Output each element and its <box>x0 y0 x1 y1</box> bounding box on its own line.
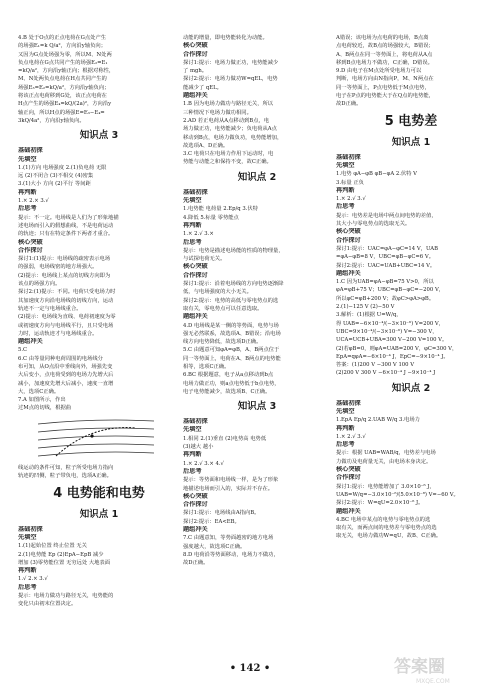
answer-line: 5.C <box>18 347 28 354</box>
answer-line: 变化只由初末位置决定。 <box>18 601 77 608</box>
answer-line: 该点的场强方向。 <box>18 281 61 288</box>
section-heading: 核心突破 <box>336 228 361 236</box>
answer-line: A、B两点在同一等势面上，将电荷从A点 <box>336 51 433 58</box>
answer-line: 同一等势面上，电荷在A、B两点的电势能 <box>183 355 281 362</box>
section-heading: 再判断 <box>183 221 202 229</box>
section-heading: 后思考 <box>18 583 37 591</box>
answer-line: 探讨1:(1)提示：电场线的疏密表示电场 <box>18 256 111 263</box>
answer-line: 提示：不一定。电场线是人们为了形象地描 <box>18 214 119 221</box>
answer-line: 提示：等势面和电场线一样，是为了形象 <box>183 477 279 484</box>
answer-line: 7.C 由题意知，等势面越密的地方电场 <box>183 535 274 542</box>
answer-line: 大，选项C正确。 <box>18 388 60 395</box>
answer-line: 提示：电场力做功与路径无关，电势能的 <box>18 593 114 600</box>
section-heading: 基础初探 <box>18 147 43 155</box>
watermark-url: MXQE.COM <box>416 678 450 685</box>
answer-line: 同一等势面上，P点电势低于M点电势， <box>336 84 430 91</box>
answer-line: 提示：根据 UAB=WAB/q，电势差与电场 <box>336 450 436 457</box>
answer-line: 与试探电荷无关。 <box>183 256 226 263</box>
answer-line: 探讨2:提示：电势的高低与零电势点的选 <box>183 297 279 304</box>
section-heading: 核心突破 <box>183 263 208 271</box>
answer-line: 3.(1)大小 方向 (2)平行 等间距 <box>18 181 91 188</box>
section-heading: 先填空 <box>18 533 37 541</box>
answer-line: 2.(1)电势能 Ep (2)EpA−EpB 减少 <box>18 551 104 558</box>
answer-line: 点电荷较近，故B点的场强较大，B错误； <box>336 43 434 50</box>
answer-line: 探讨2:提示：EA<EB。 <box>183 518 240 525</box>
answer-line: 1.× 2.√ 3.× 4.√ <box>183 460 224 467</box>
answer-line: 过M点的切线，根据曲 <box>18 405 72 412</box>
answer-line: 减小，加速度先增大后减小，速度一直增 <box>18 380 114 387</box>
answer-line: =φA−φB=8 V，UBC=φB−φC=6 V。 <box>336 254 434 261</box>
answer-line: 轨迹的凹侧，粒子带负电，选项A正确。 <box>18 473 112 480</box>
knowledge-point-title: 知识点 2 <box>237 171 277 183</box>
answer-line: 又因为G点处场强为零，所以M、N处两 <box>18 51 112 58</box>
answer-line: 探讨1:提示：电场线由A指向B。 <box>183 510 260 517</box>
answer-line: 三种情况下电场力做功相同。 <box>183 109 252 116</box>
section-heading: 先填空 <box>336 161 355 169</box>
section-heading: 题组冲关 <box>183 313 208 321</box>
section-heading: 再判断 <box>336 424 355 432</box>
answer-line: 取无关，电场力做功W=qU，故B、C正确。 <box>336 533 442 540</box>
watermark-text: 答案圈 <box>394 657 445 677</box>
knowledge-point-title: 知识点 3 <box>79 130 119 142</box>
answer-line: 1.× 2.√ 3.√ <box>336 433 366 440</box>
answer-line: 或初速度方向与电场线平行，且只受电场 <box>18 322 114 329</box>
knowledge-point-title: 知识点 1 <box>79 508 119 520</box>
answer-line: 轴正向，所以H点的场强E=E₃−E₄= <box>18 109 105 116</box>
answer-line: 探讨2:(1)提示：不同。电荷只受电场力时 <box>18 289 116 296</box>
answer-line: 1.(1)起始位置 终止位置 无关 <box>18 543 87 550</box>
answer-line: 的场强E₁=k Q/a²，方向沿y轴负向； <box>18 43 106 50</box>
answer-line: 线方向电势降低，故选项D正确。 <box>183 339 262 346</box>
answer-line: 3kQ/4a²，方向沿y轴负向。 <box>18 117 85 124</box>
column-middle <box>183 34 331 568</box>
section-heading: 先填空 <box>336 407 355 415</box>
answer-line: 大后变小，点电荷受到的电场力先增大后 <box>18 372 114 379</box>
section-heading: 再判断 <box>18 567 37 575</box>
answer-line: 将该正点电荷移到G处，该正点电荷在 <box>18 93 107 100</box>
answer-line: (3)越大 越小 <box>183 444 214 451</box>
answer-line: 提示：电势差是电场中两点间电势的差值， <box>336 212 437 219</box>
field-line <box>38 420 154 424</box>
answer-line: EpA=qφA=−6×10⁻⁴ J，EpC=−9×10⁻⁴ J。 <box>336 353 449 360</box>
answer-line: 1.电势能 电荷量 2.Ep/q 3.伏特 <box>183 206 259 213</box>
field-line <box>38 436 154 440</box>
answer-line: 探讨1:提示：沿着电场线的方向电势逐渐降 <box>183 281 284 288</box>
section-heading: 题组冲关 <box>336 507 361 515</box>
section-heading: 合作探讨 <box>336 236 361 244</box>
watermark-logo <box>390 650 482 688</box>
page-number: • 142 • <box>229 663 271 674</box>
answer-line: 取有关，零电势点可以任意选取。 <box>183 305 263 312</box>
answer-line: 1.电势 φA−φB φB−φA 2.伏特 V <box>336 171 418 178</box>
answer-line: 2.(1)−125 V (2)−50 V <box>336 304 395 311</box>
section-heading: 后思考 <box>183 238 202 246</box>
answer-line: M、N处两负点电荷在H点共同产生的 <box>18 76 107 83</box>
section-heading: 合作探讨 <box>183 501 208 509</box>
answer-line: (2)提示：电场线为直线、电荷初速度为零 <box>18 314 116 321</box>
answer-line: 得 UAB=−6×10⁻⁴/(−3×10⁻⁶) V=200 V， <box>336 320 445 327</box>
answer-line: 场力做正功，电势能减少；负电荷从A点 <box>183 126 277 133</box>
answer-line: 探讨2:提示：UAC=UAB+UBC=14 V。 <box>336 262 436 269</box>
answer-line: 7.A 如图所示，作出 <box>18 397 66 404</box>
section-heading: 先填空 <box>183 197 202 205</box>
field-lines-figure <box>36 416 156 458</box>
section-heading: 后思考 <box>18 205 37 213</box>
knowledge-point-title: 知识点 1 <box>391 136 431 148</box>
answer-line: UAB=W/q=−3.0×10⁻⁶/(5.0×10⁻⁸) V=−60 V。 <box>336 491 459 498</box>
answer-line: 8.D 电荷沿等势面移动，电场力不做功， <box>183 551 279 558</box>
answer-line: 探讨1:提示：电场力做正功，电势能减少 <box>183 59 279 66</box>
answer-line: 线运动的条件可知，粒子所受电场力指向 <box>18 465 114 472</box>
section-heading: 题组冲关 <box>183 526 208 534</box>
answer-line: 强无必然联系，故选项A、B错误；沿电场 <box>183 330 281 337</box>
section-heading: 合作探讨 <box>183 271 208 279</box>
answer-line: 势能与动能之和保持不变，故C正确。 <box>183 159 272 166</box>
answer-line: 轨迹不一定与电场线重合。 <box>18 305 82 312</box>
section-heading: 合作探讨 <box>183 50 208 58</box>
answer-line: 4.降低 5.标量 零势能点 <box>183 214 239 221</box>
answer-line: 3.解析：(1)根据 U=W/q， <box>336 312 402 319</box>
answer-line: 故选项A、D正确。 <box>183 142 229 149</box>
answer-line: 6.C 由等量同种电荷周围的电场线分 <box>18 355 103 362</box>
answer-line: 力时，运动轨迹才与电场线重合。 <box>18 330 98 337</box>
answer-line: UCA=UCB+UBA=300 V−200 V=100 V。 <box>336 337 448 344</box>
answer-line: 负点电荷在G点共同产生的场强E₂=E₁ <box>18 59 108 66</box>
answer-line: 1.相同 2.(1)垂直 (2)电势高 电势低 <box>183 435 267 442</box>
column-right <box>336 34 486 541</box>
answer-line: 1.√ 2.× 3.√ <box>18 576 48 583</box>
answer-line: 1.C 因为UAB=φA−φB=75 V>0，所以 <box>336 279 434 286</box>
section-heading: 基础初探 <box>183 188 208 196</box>
answer-line: 述电场而引入的假想曲线，不是电荷运动 <box>18 222 114 229</box>
answer-line: 场强E₃=E₂=kQ/a²，方向沿y轴负向； <box>18 84 110 91</box>
answer-line: 的强弱，电场线密的地方场强大。 <box>18 264 98 271</box>
answer-line: H点产生的场强E₄=kQ/(2a)²，方向沿y <box>18 101 112 108</box>
section-heading: 后思考 <box>183 467 202 475</box>
section-heading: 基础初探 <box>336 153 361 161</box>
section-heading: 基础初探 <box>336 399 361 407</box>
point-marker <box>90 434 93 437</box>
answer-line: 1.(1)方向 电场强度 2.(1)负电荷 无限 <box>18 164 107 171</box>
answer-line: 1.EpA Ep/q 2.UAB W/q 3.电场力 <box>336 417 420 424</box>
answer-line: 故D正确。 <box>336 101 362 108</box>
section-heading: 后思考 <box>336 441 355 449</box>
answer-line: 9.D 由电子在M点处所受电场力可以 <box>336 68 422 75</box>
section-heading: 核心突破 <box>18 238 43 246</box>
answer-line: 远 (2)不闭合 (3)不相交 (4)密集 <box>18 173 94 180</box>
section-heading: 题组冲关 <box>336 269 361 277</box>
answer-line: 答案：(1)200 V −300 V 100 V <box>336 362 415 369</box>
chapter-title: 5 电势差 <box>384 113 438 129</box>
answer-line: 4.BC 电场中某点的电势与零电势点的选 <box>336 516 431 523</box>
answer-line: 1.× 2.√ 3.√ <box>336 196 366 203</box>
section-heading: 题组冲关 <box>18 338 43 346</box>
answer-line: 强度越大，故选项C正确。 <box>183 543 246 550</box>
answer-line: 移到B点电场力不做功，C正确，D错误。 <box>336 59 433 66</box>
knowledge-point-title: 知识点 2 <box>391 382 431 394</box>
section-heading: 先填空 <box>18 155 37 163</box>
answer-line: 2.AD 若正电荷从A点移动到B点，电 <box>183 117 270 124</box>
answer-line: (2)提示：电场线上某点的切线方向即为 <box>18 272 111 279</box>
section-heading: 再判断 <box>18 188 37 196</box>
answer-line: 探讨1:提示：UAC=φA−φC=14 V，UAB <box>336 245 438 252</box>
answer-line: UBC=9×10⁻⁴/(−3×10⁻⁶) V=−300 V， <box>336 328 438 335</box>
answer-line: φA=φB+75 V；UBC=φB−φC=−200 V， <box>336 287 445 294</box>
answer-line: 4.D 电场线是某一侧的等势面，电势与场 <box>183 322 279 329</box>
section-heading: 基础初探 <box>183 418 208 426</box>
answer-line: A错误；该电场为点电荷的电场，B点离 <box>336 35 429 41</box>
chapter-title: 4 电势能和电势 <box>53 485 145 501</box>
answer-line: 1.× 2.× 3.√ <box>18 198 49 205</box>
answer-line: 移动到B点，电场力做负功，电势能增加， <box>183 134 283 141</box>
field-line <box>38 444 154 448</box>
answer-line: 布可知，从O点沿中垂线向外，场强先变 <box>18 363 113 370</box>
section-heading: 核心突破 <box>336 466 361 474</box>
answer-line: 力做功及电荷量无关，由电场本身决定。 <box>336 458 432 465</box>
answer-line: 所以φC=φB+200 V；故φC>φA>φB。 <box>336 295 435 302</box>
answer-line: 故D正确。 <box>183 560 209 567</box>
answer-line: 低，与电场强度的大小无关。 <box>183 289 252 296</box>
section-heading: 后思考 <box>336 203 355 211</box>
answer-line: (2)若φB=0，则φA=UAB=200 V，φC=300 V， <box>336 345 458 352</box>
answer-line: 电场力做正功，则a点电势低于b点电势， <box>183 380 280 387</box>
section-heading: 再判断 <box>183 451 202 459</box>
answer-line: 了 mgh。 <box>183 68 208 75</box>
answer-line: 判断，电场方向由N指向P，M、N两点在 <box>336 76 434 83</box>
knowledge-point-title: 知识点 3 <box>237 401 277 413</box>
section-heading: 合作探讨 <box>18 246 43 254</box>
answer-line: (2)200 V 300 V −6×10⁻⁴ J −9×10⁻⁴ J <box>336 370 436 377</box>
answer-line: 1.× 2.√ 3.× <box>183 231 214 238</box>
section-heading: 题组冲关 <box>183 92 208 100</box>
field-line <box>38 452 154 456</box>
section-heading: 合作探讨 <box>336 474 361 482</box>
answer-line: 探讨2:提示：电场力做功W=qEL，电势 <box>183 76 278 83</box>
answer-line: 探讨1:提示：电势能增加了 3.0×10⁻⁶ J， <box>336 483 435 490</box>
answer-line: 4.B 处于O点的正点电荷在G点处产生 <box>18 35 107 41</box>
answer-line: 相等，选项C正确。 <box>183 363 230 370</box>
answer-line: =kQ/a²，方向沿y轴正向；根据对称性， <box>18 68 115 75</box>
section-heading: 核心突破 <box>183 492 208 500</box>
answer-line: 地描述电场而引入的，实际并不存在。 <box>183 485 274 492</box>
section-heading: 核心突破 <box>183 42 208 50</box>
answer-line: 其大小与零电势点的选取无关。 <box>336 221 411 228</box>
answer-line: 增加 (3)零势能位置 无穷远处 大地表面 <box>18 559 111 566</box>
answer-line: 其加速度方向沿电场线的切线方向，运动 <box>18 297 114 304</box>
answer-line: 探讨2:提示：W=qU=2.0×10⁻⁶ J。 <box>336 500 424 507</box>
answer-line: 3.C 电荷只在电场力作用下运动时，电 <box>183 151 274 158</box>
answer-line: 3.标量 正负 <box>336 179 364 186</box>
answer-line: 电子在P点的电势能大于在Q点的电势能， <box>336 93 434 100</box>
column-left <box>18 34 180 609</box>
answer-line: 1.B 因为电场力做功与路径无关，所以 <box>183 101 274 108</box>
field-line <box>38 428 154 432</box>
answer-line: 动能的增量，即电势能转化为动能。 <box>183 35 268 41</box>
answer-line: 的轨迹；只有在特定条件下两者才重合。 <box>18 231 114 238</box>
answer-line: 6.BC 根据题意，电子从a点移动到b点 <box>183 372 274 379</box>
answer-line: 提示：电势是描述电场能的性质的物理量， <box>183 247 284 254</box>
answer-line: 能减少了 qEL。 <box>183 84 222 91</box>
section-heading: 先填空 <box>183 426 202 434</box>
section-heading: 再判断 <box>336 186 355 194</box>
answer-line: 5.C 由题意可知φA=φB，A、B两点位于 <box>183 347 280 354</box>
section-heading: 基础初探 <box>18 525 43 533</box>
answer-line: 取有关，而两点间的电势差与零电势点的选 <box>336 525 437 532</box>
answer-line: 电子电势能减少，故选项B、C正确。 <box>183 388 271 395</box>
